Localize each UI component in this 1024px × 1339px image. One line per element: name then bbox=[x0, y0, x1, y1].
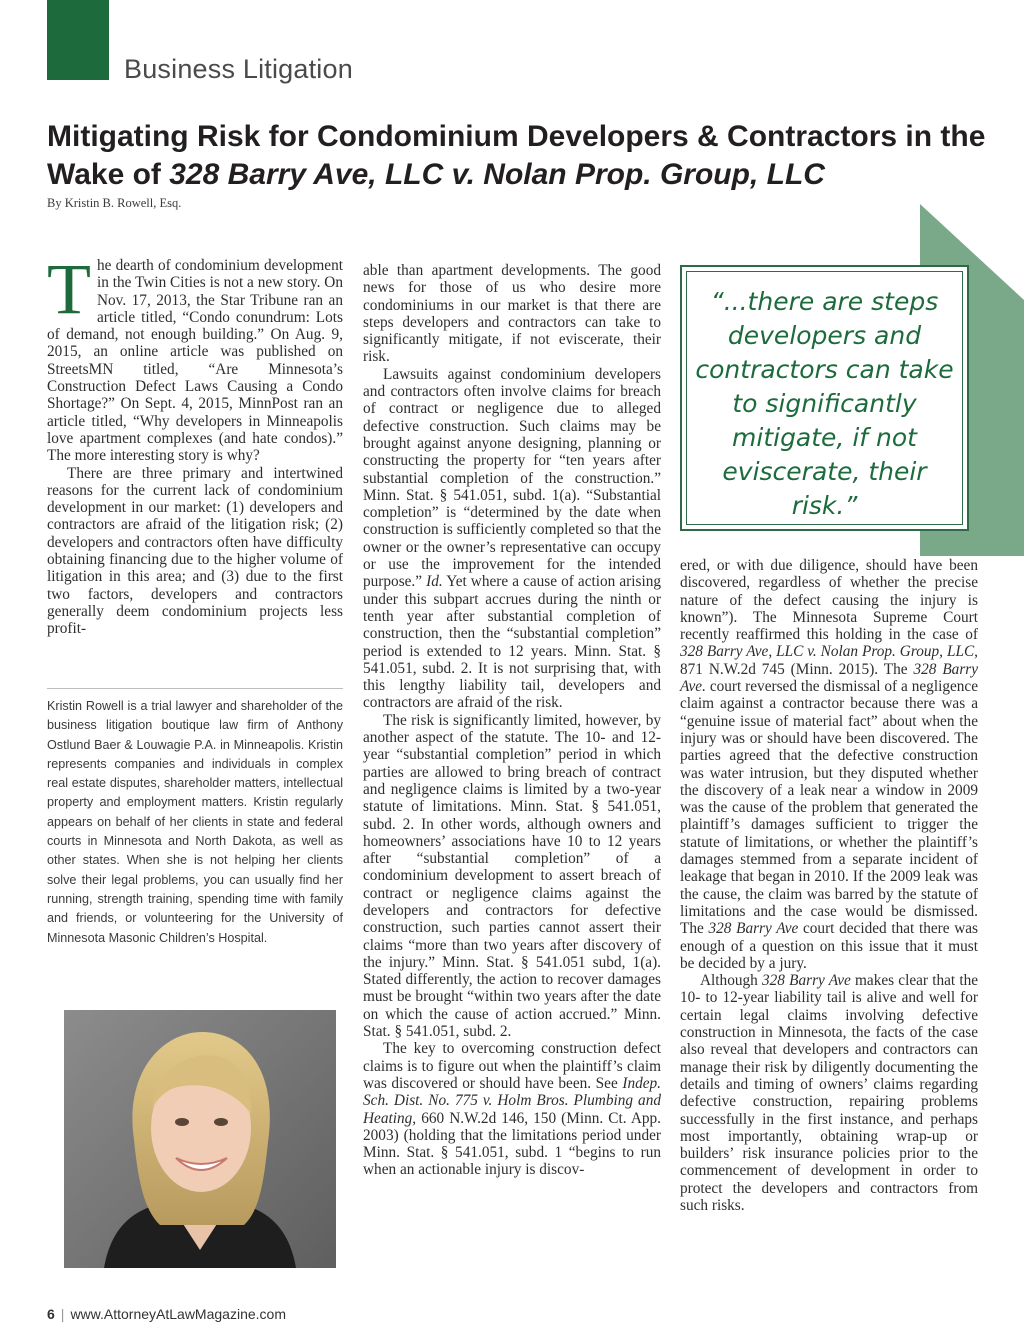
paragraph-text: he dearth of condominium development in the Twin Cities is not a new story. On Nov. 17, 2013, the Star Tribune ran an article titled, “Condo conundrum: Lots of demand, not enough building.” On Aug. 9, 2015, an online article was published on StreetsMN titled, “Are Minnesota’s Construction Defect Laws Causing a Condo Shortage?” On Sept. 4, 2015, MinnPost ran an article titled, “Why developers in Minneapolis love apartment complexes (and hate condos).” The more interesting story is why? bbox=[47, 257, 343, 465]
title-case-name: 328 Barry Ave, LLC v. Nolan Prop. Group, LLC bbox=[169, 158, 825, 191]
paragraph-text: Lawsuits against condominium developers and contractors often involve claims for breach of contract or negligence due to alleged defective construction. Such claims may be brought against anyone designing, planning or constructing the property for “ten years after substantial completion of the construction.” Minn. Stat. § 541.051, subd. 1(a). “Substantial completion” is “determined by the date when construction is sufficiently completed so that the owner or the owner’s representative can occupy or use the improvement for the intended purpose.” bbox=[363, 365, 661, 591]
page-footer bbox=[47, 1306, 286, 1322]
paragraph: able than apartment developments. The good news for those of us who desire more condominiums in our market is that there are steps developers and contractors can take to significantly mitigate, if not eviscerate, their risk. bbox=[363, 262, 661, 366]
paragraph: The risk is significantly limited, however, by another aspect of the statute. The 10- and 12-year “substantial completion” period in which parties are allowed to bring breach of contract and negligence claims is limited by a two-year statute of limitations. Minn. Stat. § 541.051, subd. 2. In other words, although owners and homeowners’ associations have 10 to 12 years after “substantial completion” of a condominium development to assert breach of contract or negligence claims against the developers and contractors for defective construction, such parties cannot assert their claims “more than two years after discovery of the injury.” Minn. Stat. § 541.051 subd, 1(a). Stated differently, the action to recover damages must be brought “within two years after the date on which the cause of action accrued.” Minn. Stat. § 541.051, subd. 2. bbox=[363, 711, 661, 1041]
citation: Id. bbox=[426, 573, 443, 591]
paragraph-text: court reversed the dismissal of a negligence claim against a contractor because there was a “genuine issue of material fact” about when the injury was or should have been discovered. The parties agreed that the defective construction was water intrusion, but they disputed whether the discovery of a leak near a window in 2009 was the cause of the problem that generated the plaintiff’s damages sufficient to trigger the statute of limitations, or whether the plaintiff’s damages stemmed from a separate incident of leakage that began in 2010. If the 2009 leak was the cause, the claim was barred by the statute of limitations and the case would be dismissed. The bbox=[680, 678, 978, 938]
title-text: Mitigating Risk for Condominium Developers & Contractors in the Wake of bbox=[47, 120, 986, 191]
pullquote-box bbox=[680, 265, 969, 531]
paragraph-text: makes clear that the 10- to 12-year liability tail is alive and well for certain legal claims involving defective construction in Minnesota, the facts of the case also reveal that developers and contractors can manage their risk by diligently documenting the details and timing of owners’ claims regarding defective construction, repairing problems successfully in the first instance, and perhaps most importantly, obtaining wrap-up or builders’ risk insurance policies prior to the commencement of development in order to protect the developers and contractors from such risks. bbox=[680, 972, 979, 1214]
author-photo bbox=[64, 1010, 336, 1268]
footer-separator: | bbox=[60, 1306, 65, 1322]
footer-website: www.AttorneyAtLawMagazine.com bbox=[70, 1306, 286, 1322]
case-citation: 328 Barry Ave bbox=[708, 920, 799, 938]
author-bio bbox=[47, 688, 343, 948]
byline: By Kristin B. Rowell, Esq. bbox=[47, 196, 182, 210]
paragraph-text: Yet where a cause of action arising under this subpart accrues during the ninth or tenth year after substantial completion of construction, then the “substantial completion” period is extended to 12 years. Minn. Stat. § 541.051, subd. 2. It is not surprising that, with this lengthy liability tail, developers and contractors are afraid of the risk. bbox=[363, 573, 661, 712]
paragraph-text: 871 N.W.2d 745 (Minn. 2015). The bbox=[680, 660, 908, 678]
case-citation: 328 Barry Ave. bbox=[680, 660, 979, 696]
case-citation: Indep. Sch. Dist. No. 775 v. Holm Bros. Plumbing and Heating, bbox=[363, 1074, 661, 1127]
paragraph-text: Although bbox=[700, 972, 758, 990]
paragraph bbox=[680, 972, 978, 1214]
pullquote-text: “...there are steps developers and contractors can take to significantly mitigate, if not eviscerate, their risk.” bbox=[695, 287, 954, 520]
paragraph-text: 660 N.W.2d 146, 150 (Minn. Ct. App. 2003) (holding that the limitations period under Minn. Stat. § 541.051, subd. 1 “begins to run when an actionable injury is discov- bbox=[363, 1109, 661, 1179]
article-column-3 bbox=[680, 557, 978, 1214]
author-bio-text: Kristin Rowell is a trial lawyer and shareholder of the business litigation boutique law firm of Anthony Ostlund Baer & Louwagie P.A. in Minneapolis. Kristin represents companies and individuals in complex real estate disputes, shareholder matters, intellectual property and employment matters. Kristin regularly appears on behalf of her clients in state and federal courts in Minnesota and North Dakota, as well as other states. When she is not helping her clients solve their legal problems, you can usually find her running, strength training, spending time with family and friends, or volunteering for the University of Minnesota Masonic Children’s Hospital. bbox=[47, 699, 343, 945]
case-citation: 328 Barry Ave, LLC v. Nolan Prop. Group, LLC, bbox=[680, 643, 978, 661]
paragraph bbox=[363, 366, 661, 712]
article-title bbox=[47, 118, 987, 194]
paragraph-text: The key to overcoming construction defect claims is to figure out when the plaintiff’s claim was discovered or should have been. See bbox=[363, 1040, 661, 1092]
paragraph: There are three primary and intertwined reasons for the current lack of condominium development in our market: (1) developers and contractors are afraid of the litigation risk; (2) developers and contractors often have difficulty obtaining financing due to the higher volume of litigation in this area; and (3) due to the first two factors, developers and contractors generally deem condominium projects less profit- bbox=[47, 464, 343, 638]
section-label: Business Litigation bbox=[124, 54, 353, 84]
paragraph bbox=[680, 557, 978, 972]
article-column-2 bbox=[363, 262, 661, 1179]
article-column-1 bbox=[47, 249, 343, 638]
drop-cap: T bbox=[47, 249, 91, 329]
paragraph bbox=[363, 1040, 661, 1178]
paragraph bbox=[47, 249, 343, 465]
page-number: 6 bbox=[47, 1306, 55, 1322]
case-citation: 328 Barry Ave bbox=[762, 972, 851, 990]
paragraph-text: ered, or with due diligence, should have been discovered, regardless of whether the precise nature of the defect causing the injury is known”). The Minnesota Supreme Court recently reaffirmed this holding in the case of bbox=[680, 557, 978, 644]
section-color-block bbox=[47, 0, 109, 80]
paragraph-text: court decided that there was enough of a question on this issue that it must be decided by a jury. bbox=[680, 920, 979, 972]
